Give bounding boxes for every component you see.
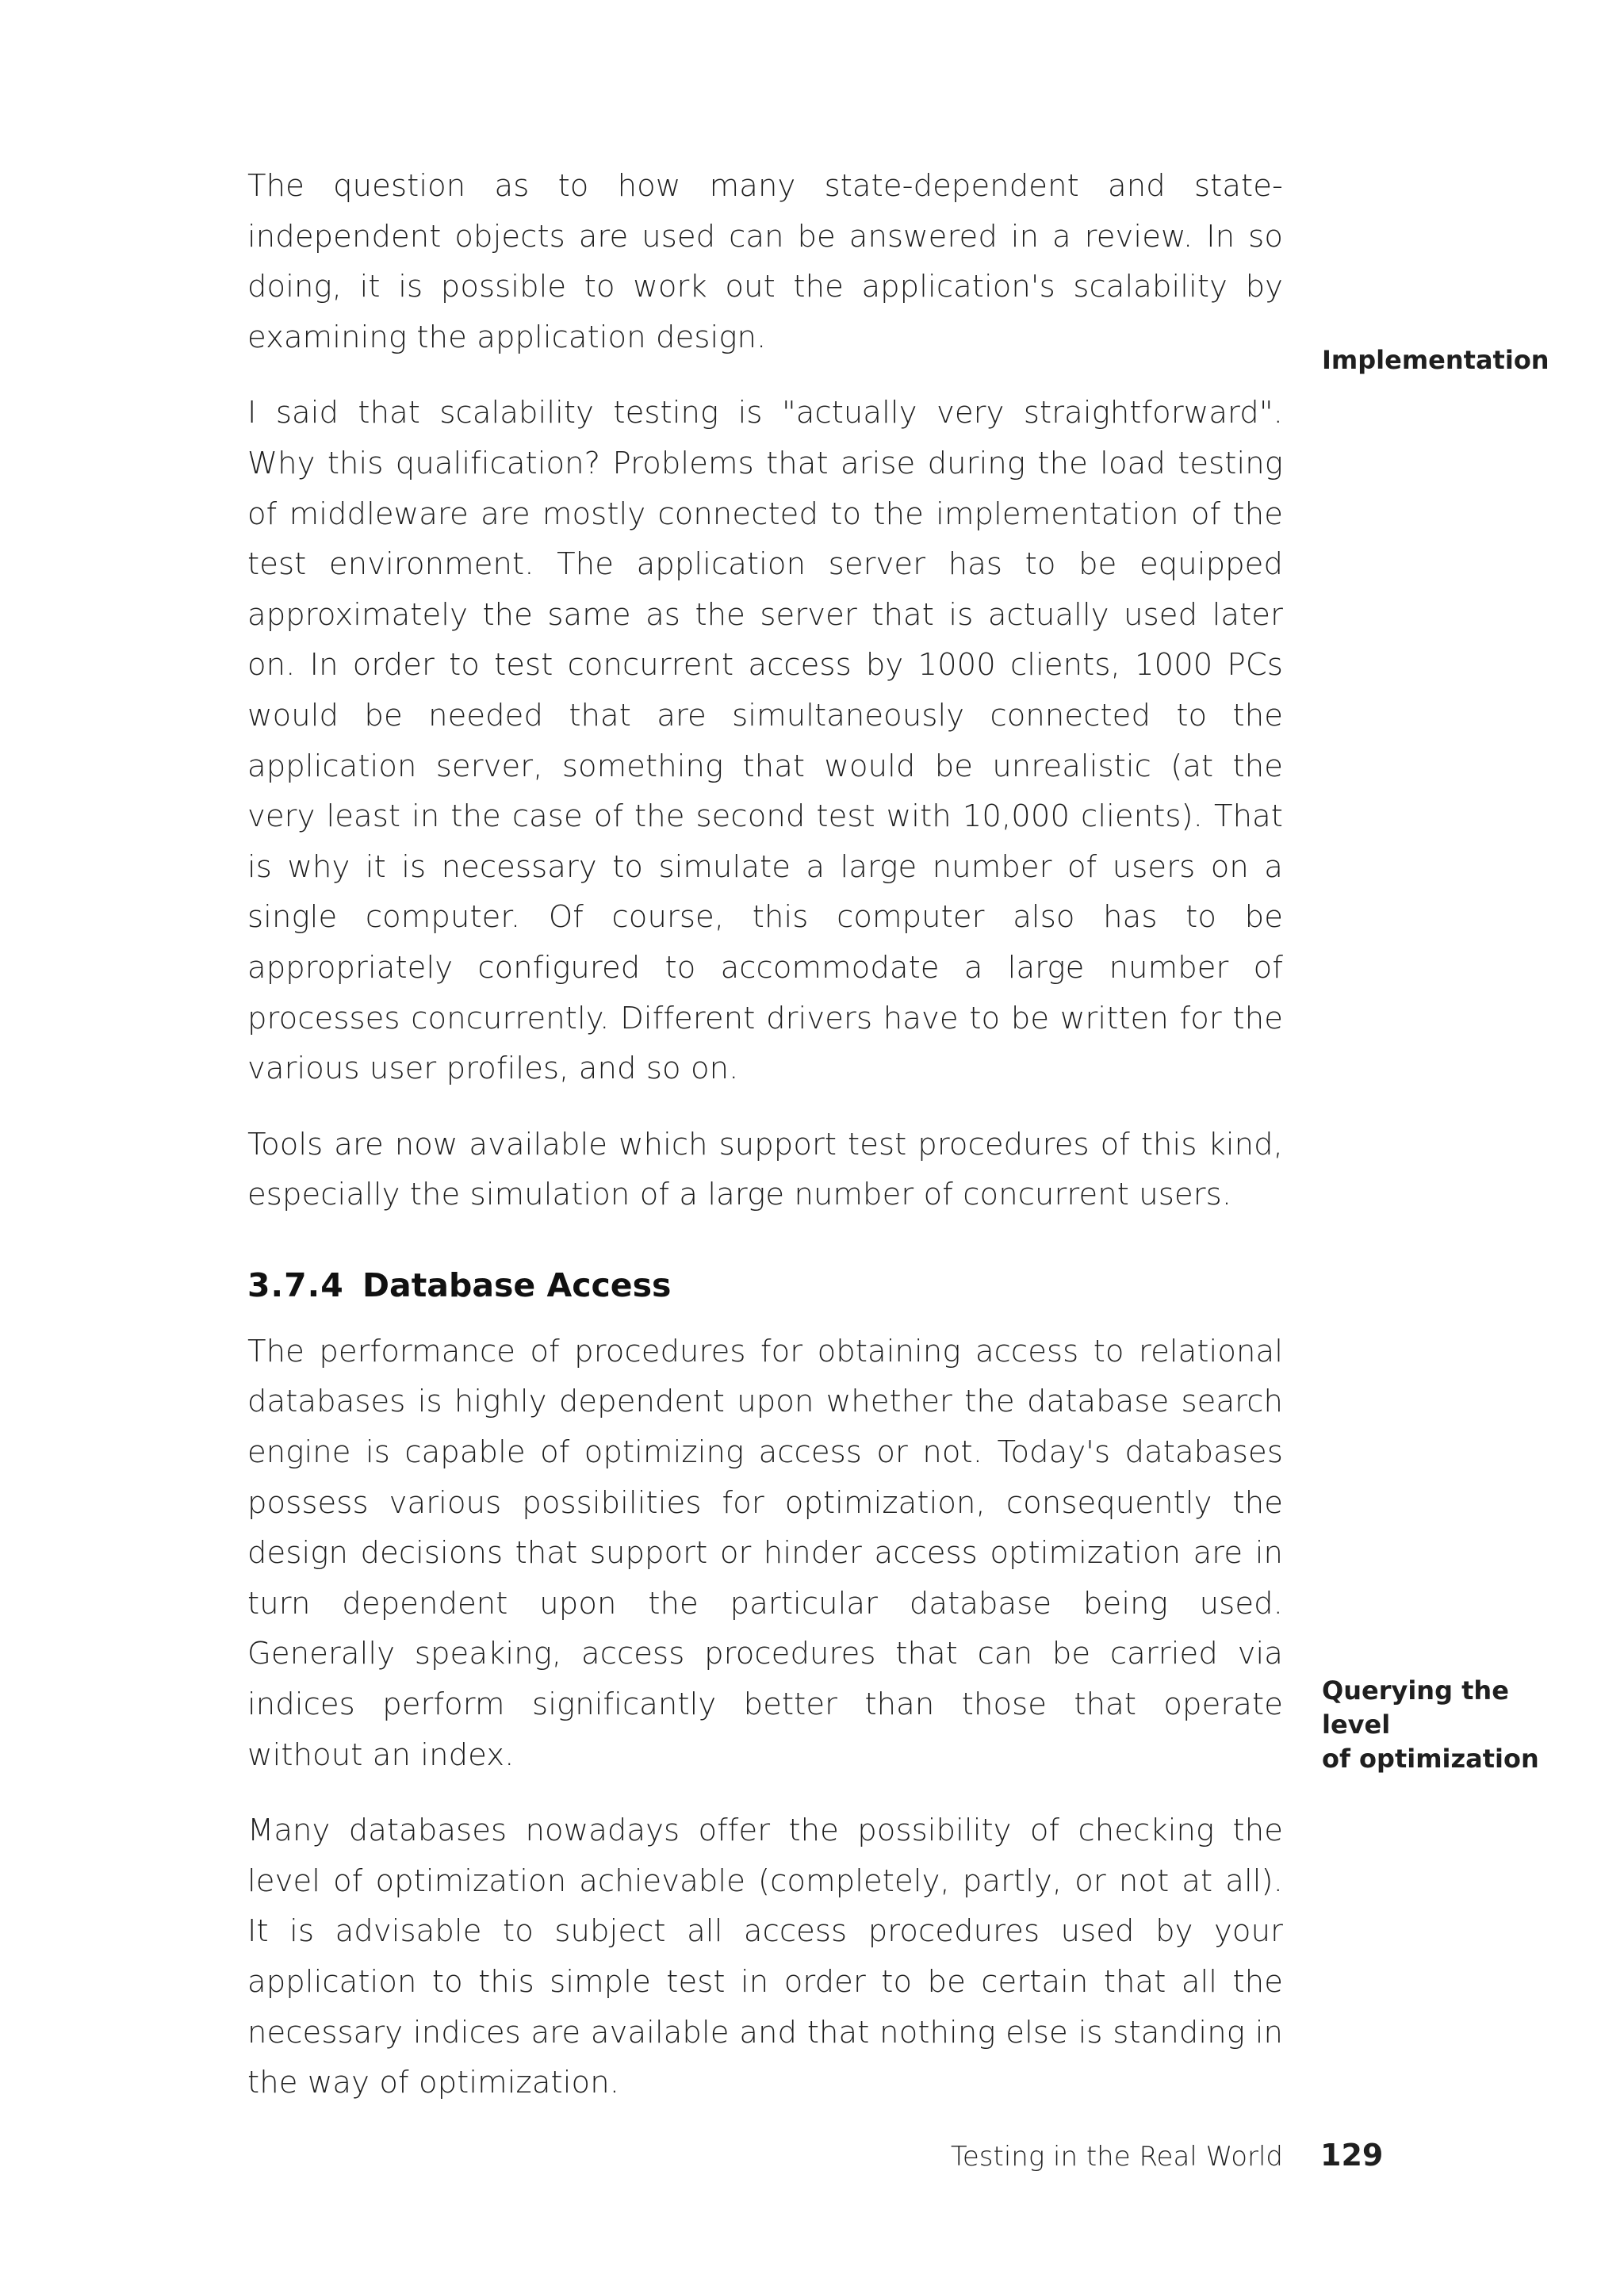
running-footer-title: Testing in the Real World bbox=[950, 2141, 1283, 2173]
section-heading bbox=[247, 1262, 1283, 1309]
main-text-column bbox=[247, 161, 1283, 2108]
paragraph-optimization-check: Many databases nowadays offer the possibility of checking the level of optimization achievable (completely, partly, or not at all). It is advisable to subject all access procedures used by your application to this simple test in order to be certain that all the necessary indices are available and that nothing else is standing in the way of optimization. bbox=[247, 1813, 1283, 2101]
paragraph-tools: Tools are now available which support test procedures of this kind, especially the simulation of a large number of concurrent users. bbox=[247, 1126, 1283, 1213]
margin-note-querying bbox=[1322, 1674, 1568, 1776]
paragraph-database-performance: The performance of procedures for obtaining access to relational databases is highly dependent upon whether the database search engine is capable of optimizing access or not. Today's databases possess various possibilities for optimization, consequently the design decisions that support or hinder access optimization are in turn dependent upon the particular database being used. Generally speaking, access procedures that can be carried via indices perform significantly better than those that operate without an index. bbox=[247, 1333, 1283, 1773]
section-title: Database Access bbox=[362, 1265, 672, 1304]
margin-note-implementation-text: Implementation bbox=[1322, 345, 1549, 375]
paragraph-implementation: I said that scalability testing is "actually very straightforward". Why this qualification? Problems that arise during the load testing of middleware are mostly connected to the implementation of the test environment. The application server has to be equipped approximately the same as the server that is actually used later on. In order to test concurrent access by 1000 clients, 1000 PCs would be needed that are simultaneously connected to the application server, something that would be unrealistic (at the very least in the case of the second test with 10,000 clients). That is why it is necessary to simulate a large number of users on a single computer. Of course, this computer also has to be appropriately configured to accommodate a large number of processes concurrently. Different drivers have to be written for the various user profiles, and so on. bbox=[247, 395, 1283, 1087]
margin-note-querying-line1: Querying the level bbox=[1322, 1675, 1509, 1740]
margin-note-querying-line2: of optimization bbox=[1322, 1744, 1539, 1774]
section-number: 3.7.4 bbox=[247, 1265, 344, 1304]
page-number: 129 bbox=[1320, 2138, 1384, 2173]
margin-note-implementation bbox=[1322, 343, 1568, 377]
paragraph-review-question: The question as to how many state-dependent and state-independent objects are used can be answered in a review. In so doing, it is possible to work out the application's scalability by examining the application design. bbox=[247, 168, 1283, 355]
